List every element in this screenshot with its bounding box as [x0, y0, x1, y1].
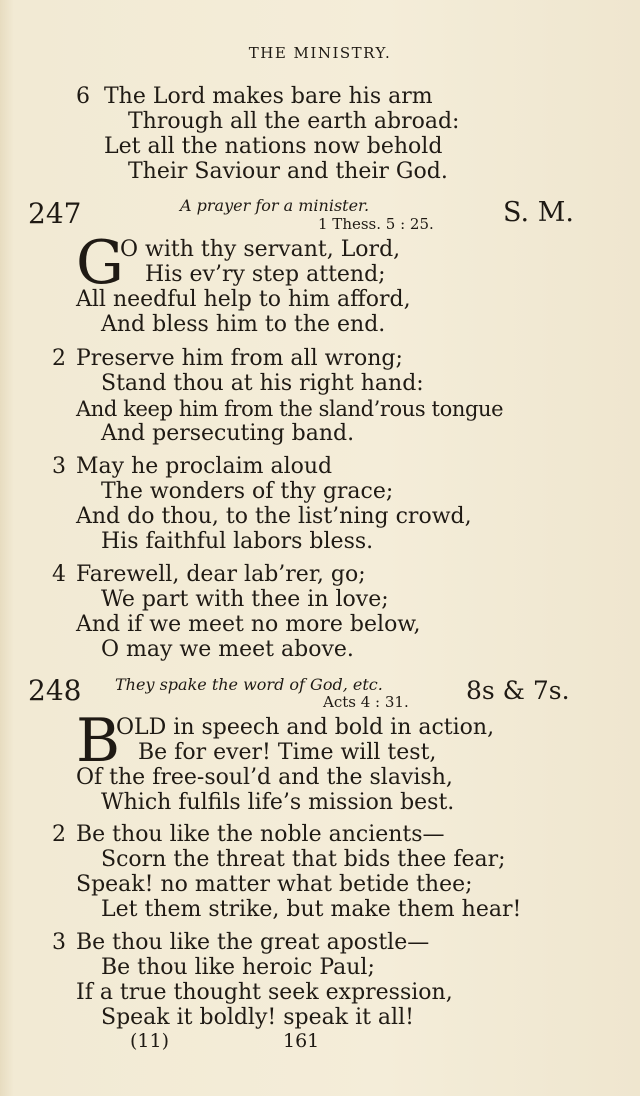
verse-line: The Lord makes bare his arm [104, 84, 433, 109]
verse-line: We part with thee in love; [101, 587, 389, 612]
verse-line: The wonders of thy grace; [101, 479, 394, 504]
scripture-reference: 1 Thess. 5 : 25. [318, 215, 434, 233]
verse-line: Let all the nations now behold [104, 134, 443, 159]
verse-line: OLD in speech and bold in action, [116, 715, 495, 740]
verse-line: And do thou, to the list’ning crowd, [76, 504, 472, 529]
verse-line: Be thou like the noble ancients— [76, 822, 445, 847]
drop-cap: B [76, 706, 121, 776]
verse-line: His faithful labors bless. [101, 529, 374, 554]
verse-number: 6 [76, 84, 90, 109]
scripture-reference: Acts 4 : 31. [323, 693, 409, 711]
verse-line: O may we meet above. [101, 637, 354, 662]
verse-line: And if we meet no more below, [76, 612, 421, 637]
verse-line: Be for ever! Time will test, [138, 740, 437, 765]
verse-line: Through all the earth abroad: [128, 109, 460, 134]
verse-line: Their Saviour and their God. [128, 159, 448, 184]
verse-number: 3 [52, 454, 66, 479]
running-head: THE MINISTRY. [248, 44, 392, 62]
verse-number: 2 [52, 822, 66, 847]
verse-line: Of the free-soul’d and the slavish, [76, 765, 453, 790]
verse-line: Speak it boldly! speak it all! [101, 1005, 414, 1030]
verse-line: Be thou like the great apostle— [76, 930, 430, 955]
verse-line: Be thou like heroic Paul; [101, 955, 375, 980]
verse-line: Stand thou at his right hand: [101, 371, 424, 396]
hymn-title: A prayer for a minister. [180, 196, 370, 215]
verse-line: Which fulfils life’s mission best. [101, 790, 455, 815]
hymn-meter: 8s & 7s. [466, 676, 570, 705]
verse-number: 3 [52, 930, 66, 955]
verse-line: May he proclaim aloud [76, 454, 333, 479]
verse-line: If a true thought seek expression, [76, 980, 453, 1005]
page-number: 161 [283, 1030, 320, 1052]
verse-line: O with thy servant, Lord, [120, 237, 401, 262]
verse-line: And bless him to the end. [101, 312, 386, 337]
drop-cap: G [76, 228, 124, 298]
hymn-number: 248 [28, 674, 82, 707]
verse-line: All needful help to him afford, [76, 287, 411, 312]
hymn-meter: S. M. [503, 197, 574, 228]
verse-number: 4 [52, 562, 66, 587]
verse-line: Speak! no matter what betide thee; [76, 872, 473, 897]
verse-line: Let them strike, but make them hear! [101, 897, 522, 922]
hymn-number: 247 [28, 197, 82, 230]
verse-number: 2 [52, 346, 66, 371]
verse-line: Preserve him from all wrong; [76, 346, 403, 371]
verse-line: Farewell, dear lab’rer, go; [76, 562, 366, 587]
verse-line: And persecuting band. [101, 421, 355, 446]
verse-line: And keep him from the sland’rous tongue [76, 397, 504, 421]
hymn-title: They spake the word of God, etc. [115, 675, 383, 694]
signature-mark: (11) [130, 1030, 170, 1052]
verse-line: His ev’ry step attend; [145, 262, 386, 287]
verse-line: Scorn the threat that bids thee fear; [101, 847, 506, 872]
